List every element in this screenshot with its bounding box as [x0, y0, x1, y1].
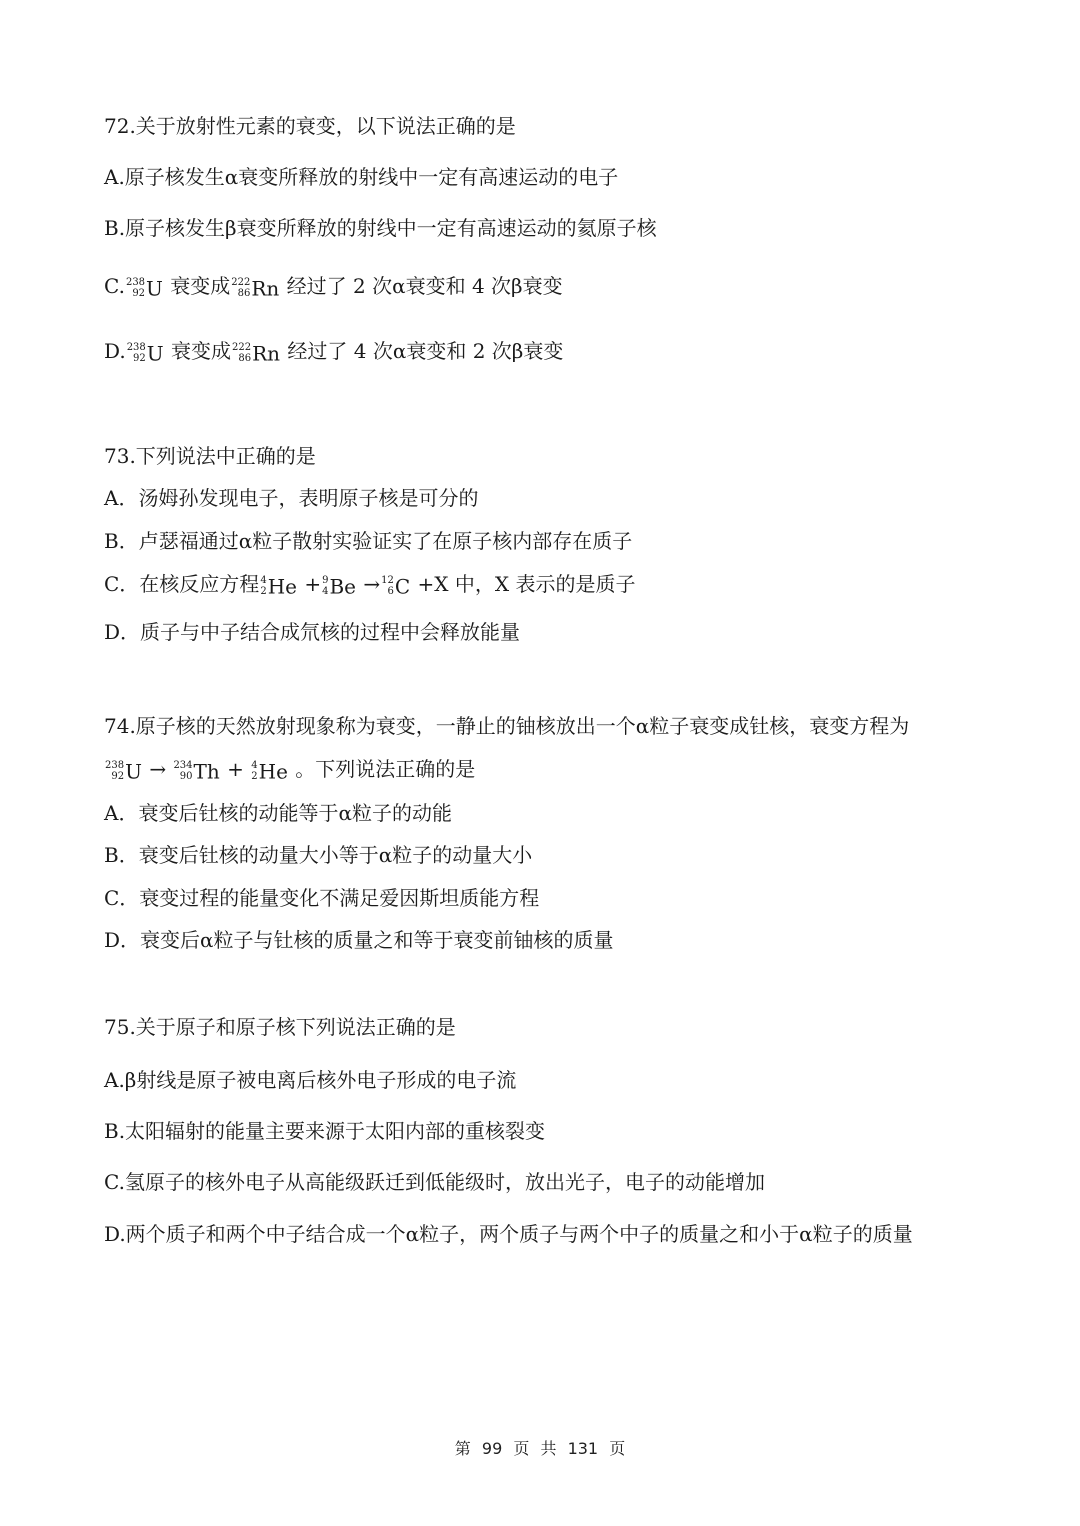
q75-stem: 75.关于原子和原子核下列说法正确的是	[104, 1015, 456, 1039]
q74-option-a: A．衰变后钍核的动能等于α粒子的动能	[104, 801, 452, 825]
footer-page-number: 99	[481, 1439, 503, 1458]
q75-option-d: D.两个质子和两个中子结合成一个α粒子，两个质子与两个中子的质量之和小于α粒子的质量	[104, 1222, 913, 1246]
plus-sign: +	[304, 572, 322, 596]
carbon-nuclide: 12 6 C	[381, 574, 411, 599]
arrow-icon: →	[363, 572, 381, 596]
q72-c-text2: 经过了 2 次α衰变和 4 次β衰变	[286, 274, 563, 298]
uranium-nuclide: 238 92 U	[126, 341, 164, 366]
q72-c-prefix: C.	[104, 274, 125, 298]
q72-c-text1: 衰变成	[170, 274, 231, 298]
q72-option-c	[104, 272, 1040, 302]
q74-option-b: B．衰变后钍核的动量大小等于α粒子的动量大小	[104, 843, 533, 867]
page-footer	[0, 1436, 1080, 1459]
footer-total-pages: 131	[567, 1439, 599, 1458]
q73-c-prefix: C．在核反应方程	[104, 572, 260, 596]
q74-option-c: C．衰变过程的能量变化不满足爱因斯坦质能方程	[104, 886, 540, 910]
arrow-icon: →	[149, 757, 167, 781]
thorium-nuclide: 234 90 Th	[173, 759, 220, 784]
helium-nuclide: 4 2 He	[251, 759, 288, 784]
q73-option-c	[104, 570, 1040, 600]
q73-option-b: B．卢瑟福通过α粒子散射实验证实了在原子核内部存在质子	[104, 529, 633, 553]
footer-di: 第	[454, 1439, 471, 1458]
q72-option-a: A.原子核发生α衰变所释放的射线中一定有高速运动的电子	[104, 165, 619, 189]
q75-option-b: B.太阳辐射的能量主要来源于太阳内部的重核裂变	[104, 1119, 546, 1143]
radon-nuclide: 222 86 Rn	[232, 341, 281, 366]
q73-option-a: A．汤姆孙发现电子，表明原子核是可分的	[104, 486, 479, 510]
q74-option-d: D．衰变后α粒子与钍核的质量之和等于衰变前铀核的质量	[104, 928, 614, 952]
uranium-nuclide: 238 92 U	[125, 276, 163, 301]
uranium-nuclide: 238 92 U	[105, 759, 142, 784]
q72-d-text2: 经过了 4 次α衰变和 2 次β衰变	[287, 339, 564, 363]
q73-stem: 73.下列说法中正确的是	[104, 444, 316, 468]
q72-d-prefix: D.	[104, 339, 126, 363]
radon-nuclide: 222 86 Rn	[231, 276, 280, 301]
q74-equation	[104, 755, 1040, 785]
q75-option-a: A.β射线是原子被电离后核外电子形成的电子流	[104, 1068, 517, 1092]
beryllium-nuclide: 9 4 Be	[322, 574, 357, 599]
q73-c-suffix: 中，X 表示的是质子	[454, 572, 636, 596]
footer-ye2: 页	[609, 1439, 626, 1458]
q72-option-d	[104, 337, 1040, 367]
q72-stem: 72.关于放射性元素的衰变，以下说法正确的是	[104, 114, 516, 138]
q75-option-c: C.氢原子的核外电子从高能级跃迁到低能级时，放出光子，电子的动能增加	[104, 1170, 765, 1194]
q74-eq-suffix: 。下列说法正确的是	[295, 757, 476, 781]
q72-d-text1: 衰变成	[171, 339, 231, 363]
q72-option-b: B.原子核发生β衰变所释放的射线中一定有高速运动的氦原子核	[104, 216, 657, 240]
plus-x: +X	[417, 572, 449, 596]
q74-stem: 74.原子核的天然放射现象称为衰变，一静止的铀核放出一个α粒子衰变成钍核，衰变方程为	[104, 714, 910, 738]
plus-sign: +	[227, 757, 244, 781]
helium-nuclide: 4 2 He	[260, 574, 297, 599]
q73-option-d: D．质子与中子结合成氘核的过程中会释放能量	[104, 620, 521, 644]
footer-gong: 共	[540, 1439, 557, 1458]
footer-ye: 页	[513, 1439, 530, 1458]
